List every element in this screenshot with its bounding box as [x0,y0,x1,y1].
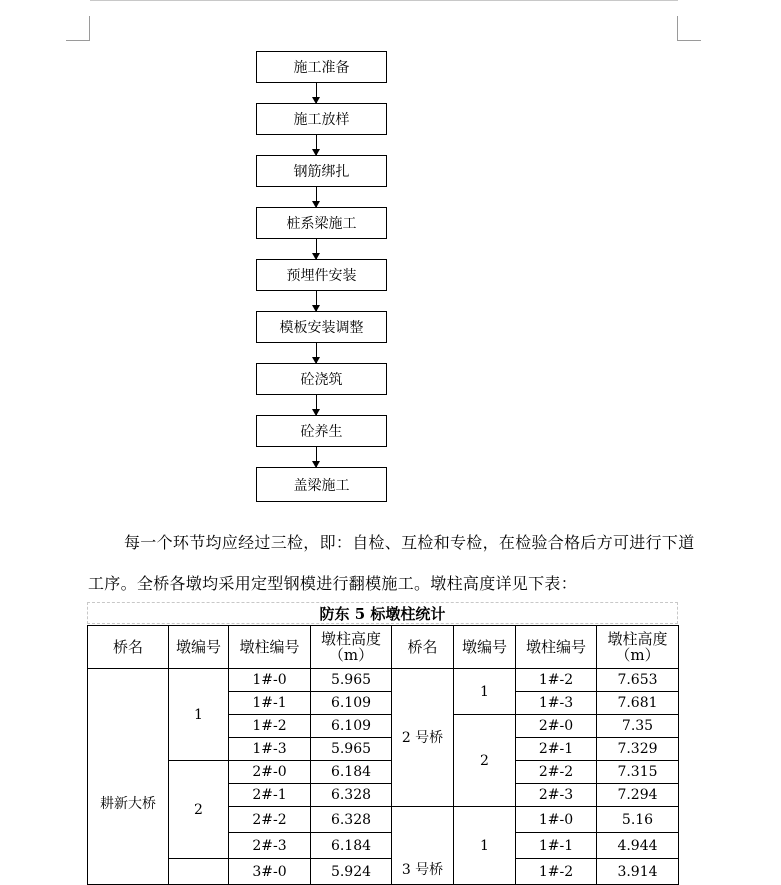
column-no-cell: 2#-1 [229,784,311,807]
column-no-cell: 2#-0 [229,761,311,784]
crop-mark-left-v [89,16,90,41]
flow-arrow-5 [316,291,317,311]
pier-no-cell: 1 [169,669,229,761]
column-no-cell: 1#-2 [516,859,597,885]
height-cell: 6.109 [311,715,392,738]
flow-step-concrete-pour: 砼浇筑 [256,363,387,395]
column-no-cell: 2#-2 [229,807,311,833]
height-cell: 7.653 [597,669,679,692]
height-cell: 6.184 [311,833,392,859]
flow-step-embedded-parts: 预埋件安装 [256,259,387,291]
height-cell: 4.944 [597,833,679,859]
height-cell: 6.184 [311,761,392,784]
bridge-name-cell: 耕新大桥 [88,669,169,885]
pier-no-cell: 1 [454,669,516,715]
flow-step-layout-setout: 施工放样 [256,103,387,135]
height-cell: 7.35 [597,715,679,738]
column-no-cell: 1#-1 [516,833,597,859]
flow-step-construction-prep: 施工准备 [256,51,387,83]
column-no-cell: 1#-2 [516,669,597,692]
bridge-name-cell: 2 号桥 [392,669,454,807]
body-paragraph-line-1: 每一个环节均应经过三检，即：自检、互检和专检，在检验合格后方可进行下道 [124,533,695,552]
height-cell: 5.924 [311,859,392,885]
flow-arrow-2 [316,135,317,155]
flow-arrow-3 [316,187,317,207]
height-cell: 5.965 [311,669,392,692]
flow-step-cap-beam: 盖梁施工 [256,467,387,502]
header-bridge-left: 桥名 [88,626,169,669]
header-column-no-right: 墩柱编号 [516,626,597,669]
flow-arrow-8 [316,447,317,467]
flow-step-concrete-curing: 砼养生 [256,415,387,447]
table-row [88,859,679,885]
height-cell: 7.329 [597,738,679,761]
header-height-left: 墩柱高度（m） [311,626,392,669]
height-cell: 7.315 [597,761,679,784]
column-no-cell: 1#-3 [516,692,597,715]
column-no-cell: 1#-3 [229,738,311,761]
column-no-cell: 2#-3 [229,833,311,859]
height-cell: 7.294 [597,784,679,807]
column-no-cell: 2#-0 [516,715,597,738]
height-cell: 5.16 [597,807,679,833]
pier-no-cell: 1 [454,807,516,885]
column-no-cell: 1#-0 [516,807,597,833]
pier-no-cell: 2 [169,761,229,859]
column-no-cell: 2#-2 [516,761,597,784]
column-no-cell: 1#-2 [229,715,311,738]
column-no-cell: 2#-1 [516,738,597,761]
bridge-name-cell: 3 号桥 [392,807,454,885]
height-cell: 5.965 [311,738,392,761]
flow-arrow-1 [316,83,317,103]
crop-mark-left-h [66,40,90,41]
column-no-cell: 2#-3 [516,784,597,807]
pier-statistics-table [87,625,679,885]
header-bridge-right: 桥名 [392,626,454,669]
header-column-no-left: 墩柱编号 [229,626,311,669]
pier-no-cell [169,859,229,885]
crop-mark-right-v [677,16,678,41]
flow-step-rebar-binding: 钢筋绑扎 [256,155,387,187]
flow-arrow-7 [316,395,317,415]
header-pier-no-left: 墩编号 [169,626,229,669]
table-row [88,669,679,692]
table-row [88,761,679,784]
height-cell: 3.914 [597,859,679,885]
table-title: 防东 5 标墩柱统计 [87,602,678,624]
height-cell: 6.328 [311,784,392,807]
flow-arrow-6 [316,343,317,363]
height-cell: 6.328 [311,807,392,833]
column-no-cell: 1#-1 [229,692,311,715]
flow-step-tie-beam: 桩系梁施工 [256,207,387,239]
header-height-right: 墩柱高度（m） [597,626,679,669]
body-paragraph-line-2: 工序。全桥各墩均采用定型钢模进行翻模施工。墩柱高度详见下表： [88,574,578,593]
column-no-cell: 3#-0 [229,859,311,885]
flow-step-formwork: 模板安装调整 [256,311,387,343]
table-header-row [88,626,679,669]
crop-mark-right-h [677,40,701,41]
height-cell: 6.109 [311,692,392,715]
header-pier-no-right: 墩编号 [454,626,516,669]
pier-no-cell: 2 [454,715,516,807]
column-no-cell: 1#-0 [229,669,311,692]
flow-arrow-4 [316,239,317,259]
height-cell: 7.681 [597,692,679,715]
page-top-border [90,0,678,1]
